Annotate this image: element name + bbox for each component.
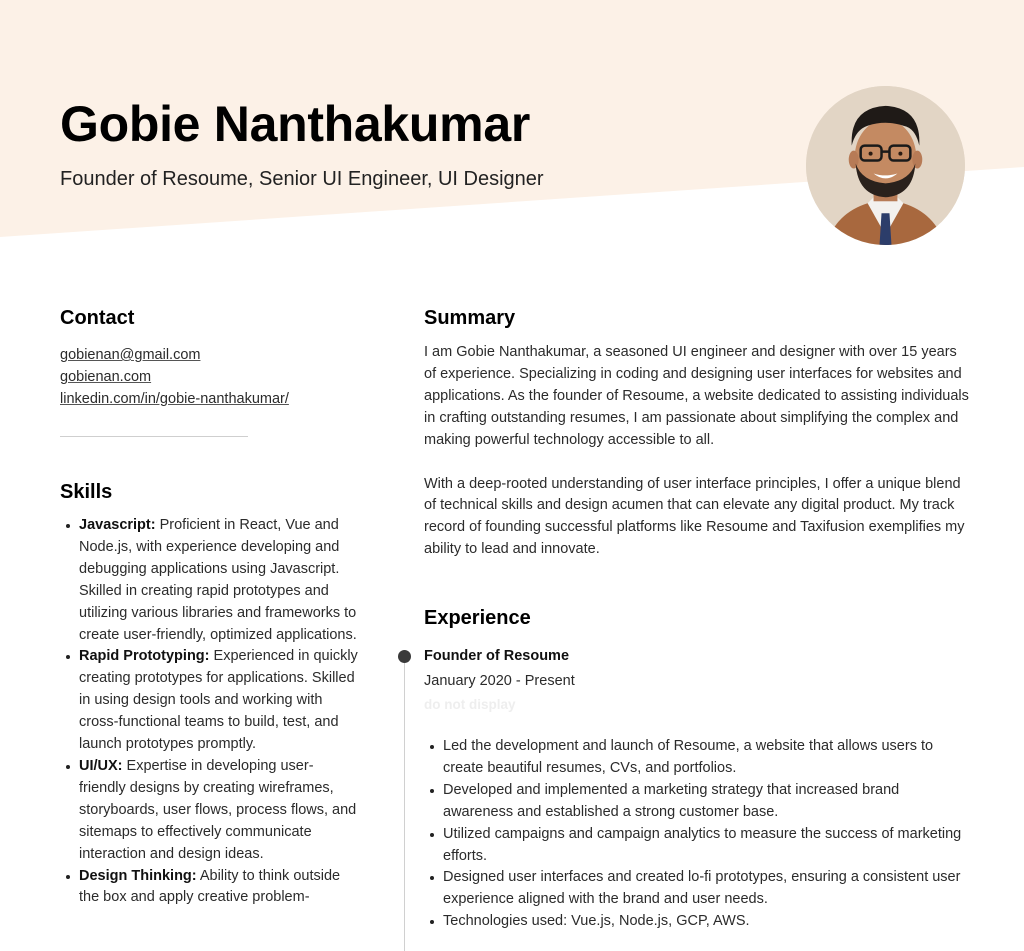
job-bullet: Technologies used: Vue.js, Node.js, GCP, AWS. bbox=[424, 911, 969, 933]
job-bullet: Designed user interfaces and created lo-fi prototypes, ensuring a consistent user experience aligned with the brand and user needs. bbox=[424, 867, 969, 911]
timeline-line bbox=[404, 656, 405, 951]
skill-text: Experienced in quickly creating prototypes for applications. Skilled in using design tools and working with cross-functional teams to build, test, and launch prototypes promptly. bbox=[79, 648, 358, 753]
email-link[interactable]: gobienan@gmail.com bbox=[60, 347, 201, 363]
job-dates: January 2020 - Present bbox=[424, 673, 575, 689]
contact-section bbox=[60, 305, 350, 437]
timeline-dot-icon bbox=[398, 650, 411, 663]
skill-text: Proficient in React, Vue and Node.js, with experience developing and debugging applications using Javascript. Skilled in creating rapid prototypes and utilizing various libraries and frameworks to create user-friendly, optimized applications. bbox=[79, 517, 357, 643]
profile-photo-icon bbox=[806, 86, 965, 245]
job-bullet: Led the development and launch of Resoume, a website that allows users to create beautiful resumes, CVs, and portfolios. bbox=[424, 736, 969, 780]
skill-text: Expertise in developing user-friendly designs by creating wireframes, storyboards, user flows, process flows, and sitemaps to effectively communicate interaction and design ideas. bbox=[79, 757, 357, 862]
avatar bbox=[806, 86, 965, 245]
summary-section bbox=[424, 305, 969, 561]
skill-text: Ability to think outside the box and apply creative problem- bbox=[79, 867, 341, 906]
skill-item-rapid-prototyping bbox=[60, 646, 360, 756]
skill-label: Design Thinking: bbox=[79, 867, 197, 884]
experience-heading: Experience bbox=[424, 607, 531, 629]
skills-list bbox=[60, 515, 360, 909]
job-bullet-list bbox=[424, 736, 969, 933]
job-bullet: Utilized campaigns and campaign analytics to measure the success of marketing efforts. bbox=[424, 824, 969, 868]
job-title: Founder of Resoume bbox=[424, 648, 570, 664]
skill-label: Rapid Prototyping: bbox=[79, 648, 210, 665]
summary-heading: Summary bbox=[424, 307, 516, 329]
job-hidden-note: do not display bbox=[424, 697, 516, 712]
experience-item bbox=[424, 645, 969, 933]
summary-paragraph: I am Gobie Nanthakumar, a seasoned UI engineer and designer with over 15 years of experience. Specializing in coding and designing user interfaces for websites and applications. As the founder of Resoume, a website dedicated to assisting individuals in crafting outstanding resumes, I am passionate about simplifying the complex and making powerful technology accessible to all. bbox=[424, 344, 969, 448]
skill-label: UI/UX: bbox=[79, 757, 123, 774]
candidate-name: Gobie Nanthakumar bbox=[60, 96, 530, 152]
job-bullet: Developed and implemented a marketing strategy that increased brand awareness and established a strong customer base. bbox=[424, 780, 969, 824]
summary-paragraph: With a deep-rooted understanding of user interface principles, I offer a unique blend of technical skills and design acumen that can elevate any digital product. My track record of founding successful platforms like Resoume and Taxifusion exemplifies my ability to lead and innovate. bbox=[424, 475, 965, 558]
skills-heading: Skills bbox=[60, 481, 113, 503]
skill-item-ui-ux bbox=[60, 756, 360, 866]
candidate-tagline: Founder of Resoume, Senior UI Engineer, UI Designer bbox=[60, 168, 544, 190]
skill-item-design-thinking bbox=[60, 866, 360, 910]
skill-item-javascript bbox=[60, 515, 360, 646]
linkedin-link[interactable]: linkedin.com/in/gobie-nanthakumar/ bbox=[60, 391, 289, 407]
contact-heading: Contact bbox=[60, 307, 135, 329]
website-link[interactable]: gobienan.com bbox=[60, 369, 152, 385]
contact-divider bbox=[60, 436, 248, 437]
skill-label: Javascript: bbox=[79, 517, 156, 533]
